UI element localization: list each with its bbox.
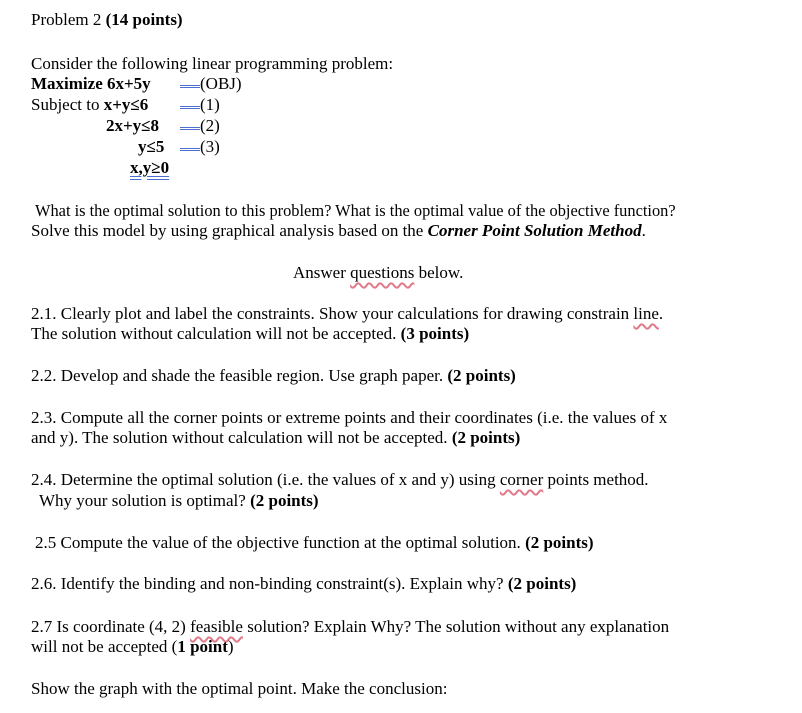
constraint-2-tag-wrap [180, 116, 220, 136]
q23-line-2 [31, 428, 520, 448]
objective-label: Maximize 6x+5y [31, 74, 151, 93]
problem-points: (14 points) [105, 10, 183, 29]
q21-line-1 [31, 304, 663, 324]
q27-text-a: 2.7 Is coordinate (4, 2) [31, 617, 191, 636]
constraint-3-tag-wrap [180, 137, 220, 157]
q24-text-c: points method. [543, 470, 649, 489]
objective-line [31, 74, 151, 94]
question-line-2 [31, 221, 646, 241]
q23-points: (2 points) [451, 428, 521, 447]
answer-heading [293, 263, 463, 283]
constraint-3-tag: (3) [200, 137, 220, 156]
q21-text-c: . [658, 304, 664, 323]
constraint-1-mark [180, 104, 200, 109]
q25-text: 2.5 Compute the value of the objective function at the optimal solution. [35, 533, 526, 552]
objective-tag: (OBJ) [200, 74, 242, 93]
q27-text-e: ) [227, 637, 234, 656]
q22-line [31, 366, 516, 386]
subject-to-line [31, 95, 148, 115]
constraint-2-mark [180, 125, 200, 130]
q22-text: 2.2. Develop and shade the feasible region. Use graph paper. [31, 366, 448, 385]
q27-text-b: feasible [190, 617, 243, 636]
q23-line-1: 2.3. Compute all the corner points or extreme points and their coordinates (i.e. the values of x [31, 408, 668, 427]
q27-line-1 [31, 617, 669, 637]
constraint-1-expr: x+y≤6 [103, 95, 149, 114]
q27-text-d: will not be accepted ( [31, 637, 178, 656]
q25-points: (2 points) [525, 533, 594, 552]
conclusion-line: Show the graph with the optimal point. Make the conclusion: [31, 679, 448, 698]
q26-text: 2.6. Identify the binding and non-binding constraint(s). Explain why? [31, 574, 508, 593]
answer-heading-c: below. [414, 263, 464, 282]
q24-line-2 [39, 491, 319, 511]
nonneg-constraint [130, 158, 169, 178]
q25-line [35, 533, 594, 553]
method-name: Corner Point Solution Method [427, 221, 642, 240]
nonneg-text: x,y≥0 [130, 158, 170, 177]
constraint-2-expr: 2x+y≤8 [106, 116, 160, 135]
q26-line [31, 574, 576, 594]
constraint-1-tag-wrap [180, 95, 220, 115]
objective-tag-wrap [180, 74, 242, 94]
constraint-2-tag: (2) [200, 116, 220, 135]
intro-text: Consider the following linear programming problem: [31, 54, 394, 73]
q27-points: 1 point [177, 637, 228, 656]
objective-mark [180, 83, 200, 88]
constraint-3-mark [180, 146, 200, 151]
q22-points: (2 points) [447, 366, 516, 385]
q24-text-a: 2.4. Determine the optimal solution (i.e. the values of x and y) using [31, 470, 500, 489]
q21-text-b: line [633, 304, 659, 323]
q21-text-d: The solution without calculation will not be accepted. [31, 324, 401, 343]
problem-title [31, 10, 183, 30]
q27-line-2 [31, 637, 234, 657]
q21-text-a: 2.1. Clearly plot and label the constraints. Show your calculations for drawing constrain [31, 304, 634, 323]
answer-heading-b: questions [350, 263, 415, 282]
q23-text-b: and y). The solution without calculation will not be accepted. [31, 428, 452, 447]
problem-label: Problem 2 [31, 10, 102, 29]
q24-text-d: Why your solution is optimal? [39, 491, 251, 510]
question-line-2a: Solve this model by using graphical analysis based on the [31, 221, 428, 240]
constraint-3-expr: y≤5 [138, 137, 165, 156]
answer-heading-a: Answer [293, 263, 351, 282]
q26-points: (2 points) [507, 574, 577, 593]
q24-line-1 [31, 470, 649, 490]
question-line-2c: . [641, 221, 646, 240]
q21-points: (3 points) [400, 324, 470, 343]
q21-line-2 [31, 324, 469, 344]
subject-to-label: Subject to [31, 95, 100, 114]
q27-text-c: solution? Explain Why? The solution without any explanation [242, 617, 670, 636]
q24-text-b: corner [499, 470, 544, 489]
q24-points: (2 points) [250, 491, 319, 510]
question-line-1: What is the optimal solution to this problem? What is the optimal value of the objective function? [35, 201, 676, 220]
constraint-1-tag: (1) [200, 95, 220, 114]
